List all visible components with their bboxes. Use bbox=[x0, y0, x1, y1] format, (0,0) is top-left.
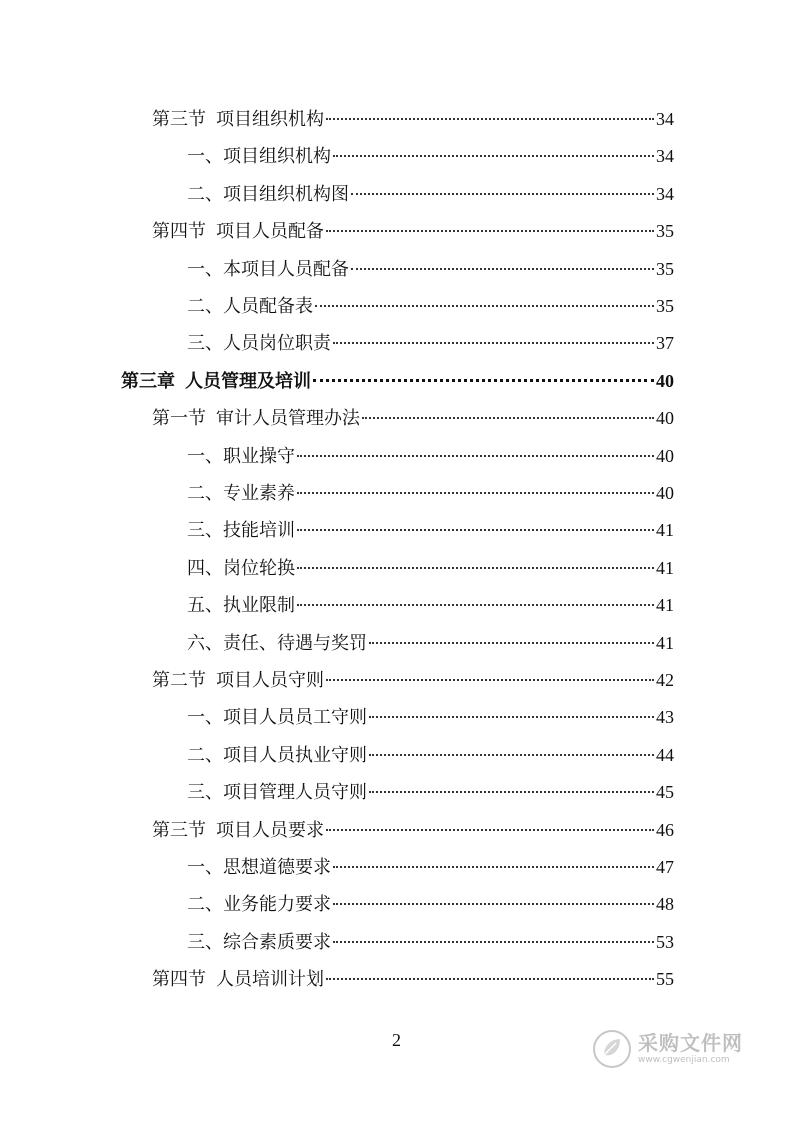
toc-entry-label bbox=[187, 774, 367, 811]
dot-leader bbox=[297, 455, 654, 457]
toc-entry-item[interactable] bbox=[187, 737, 674, 774]
toc-entry-page: 42 bbox=[656, 670, 674, 690]
toc-entry-label bbox=[187, 288, 313, 325]
toc-entry-item[interactable] bbox=[187, 138, 674, 175]
toc-entry-item[interactable] bbox=[187, 699, 674, 736]
toc-entry-label bbox=[187, 251, 349, 288]
toc-entry-prefix: 二、 bbox=[187, 183, 223, 205]
dot-leader bbox=[297, 604, 654, 606]
toc-entry-label bbox=[187, 886, 331, 923]
toc-entry-page: 40 bbox=[656, 483, 674, 503]
toc-entry-label bbox=[152, 101, 324, 138]
toc-entry-title: 项目人员员工守则 bbox=[223, 707, 367, 729]
toc-entry-title: 专业素养 bbox=[223, 483, 295, 504]
toc-entry-item[interactable] bbox=[187, 550, 674, 587]
dot-leader bbox=[369, 716, 654, 718]
dot-leader bbox=[362, 417, 654, 419]
toc-entry-prefix: 一、 bbox=[187, 857, 223, 878]
toc-entry-page: 40 bbox=[656, 445, 674, 466]
toc-entry-title: 项目组织机构 bbox=[216, 109, 324, 130]
toc-entry-title: 职业操守 bbox=[223, 445, 295, 467]
toc-entry-item[interactable] bbox=[187, 251, 674, 288]
toc-entry-title: 项目人员守则 bbox=[216, 670, 324, 691]
toc-entry-page: 41 bbox=[656, 557, 674, 578]
toc-entry-page: 48 bbox=[656, 894, 674, 915]
dot-leader bbox=[351, 193, 654, 195]
dot-leader bbox=[351, 268, 654, 270]
dot-leader bbox=[326, 978, 654, 980]
toc-entry-label bbox=[152, 812, 324, 849]
toc-entry-page: 34 bbox=[656, 109, 674, 129]
toc-entry-prefix: 第三节 bbox=[152, 819, 206, 841]
toc-entry-label bbox=[187, 512, 295, 549]
toc-entry-item[interactable] bbox=[187, 774, 674, 811]
toc-entry-page: 41 bbox=[656, 595, 674, 616]
dot-leader bbox=[326, 118, 654, 120]
page-number: 2 bbox=[392, 1030, 401, 1050]
toc-entry-title: 人员培训计划 bbox=[216, 969, 324, 991]
dot-leader bbox=[333, 155, 654, 157]
toc-entry-item[interactable] bbox=[187, 475, 674, 512]
toc-entry-title: 业务能力要求 bbox=[223, 894, 331, 916]
toc-entry-page: 37 bbox=[656, 333, 674, 354]
watermark bbox=[592, 1025, 762, 1073]
toc-entry-prefix: 第三章 bbox=[121, 370, 175, 392]
dot-leader bbox=[333, 903, 654, 905]
toc-entry-section[interactable] bbox=[152, 812, 674, 849]
toc-entry-page: 40 bbox=[656, 408, 674, 429]
toc-entry-page: 34 bbox=[656, 183, 674, 204]
toc-entry-prefix: 第二节 bbox=[152, 670, 206, 691]
toc-entry-page: 41 bbox=[656, 632, 674, 653]
toc-entry-label bbox=[152, 400, 360, 437]
toc-entry-prefix: 一、 bbox=[187, 707, 223, 729]
toc-entry-title: 人员配备表 bbox=[223, 296, 313, 317]
dot-leader bbox=[326, 230, 654, 232]
toc-entry-prefix: 三、 bbox=[187, 931, 223, 953]
toc-entry-prefix: 六、 bbox=[187, 632, 223, 654]
toc-entry-section[interactable] bbox=[152, 400, 674, 437]
toc-entry-item[interactable] bbox=[187, 288, 674, 325]
dot-leader bbox=[313, 379, 654, 382]
toc-entry-page: 34 bbox=[656, 146, 674, 167]
watermark-brand: 采购文件网 bbox=[638, 1031, 743, 1055]
toc-entry-title: 项目管理人员守则 bbox=[223, 782, 367, 804]
toc-entry-prefix: 三、 bbox=[187, 782, 223, 804]
toc-entry-page: 44 bbox=[656, 744, 674, 765]
toc-entry-item[interactable] bbox=[187, 512, 674, 549]
watermark-url: www.cgwenjian.com bbox=[638, 1055, 730, 1065]
toc-entry-title: 人员岗位职责 bbox=[223, 333, 331, 355]
toc-entry-page: 43 bbox=[656, 707, 674, 728]
toc-entry-prefix: 二、 bbox=[187, 483, 223, 504]
dot-leader bbox=[369, 791, 654, 793]
toc-entry-prefix: 第一节 bbox=[152, 408, 206, 430]
toc-entry-page: 55 bbox=[656, 969, 674, 990]
toc-entry-title: 岗位轮换 bbox=[223, 557, 295, 579]
toc-entry-label bbox=[187, 438, 295, 475]
toc-entry-title: 综合素质要求 bbox=[223, 931, 331, 953]
dot-leader bbox=[369, 642, 654, 644]
toc-entry-prefix: 第四节 bbox=[152, 221, 206, 243]
toc-entry-item[interactable] bbox=[187, 849, 674, 886]
toc-entry-item[interactable] bbox=[187, 886, 674, 923]
toc-entry-title: 本项目人员配备 bbox=[223, 258, 349, 280]
dot-leader bbox=[333, 941, 654, 943]
toc-entry-prefix: 一、 bbox=[187, 258, 223, 280]
toc-entry-section[interactable] bbox=[152, 662, 674, 699]
toc-entry-label bbox=[187, 737, 367, 774]
toc-entry-label bbox=[152, 961, 324, 998]
toc-entry-label bbox=[121, 363, 311, 400]
toc-entry-title: 项目人员执业守则 bbox=[223, 744, 367, 766]
toc-entry-item[interactable] bbox=[187, 438, 674, 475]
toc-entry-label bbox=[152, 213, 324, 250]
dot-leader bbox=[297, 492, 654, 494]
toc-entry-title: 审计人员管理办法 bbox=[216, 408, 360, 430]
toc-entry-item[interactable] bbox=[187, 924, 674, 961]
toc-entry-label bbox=[187, 325, 331, 362]
toc-entry-label bbox=[152, 662, 324, 699]
toc-entry-prefix: 一、 bbox=[187, 445, 223, 467]
toc-entry-label bbox=[187, 924, 331, 961]
toc-entry-page: 35 bbox=[656, 258, 674, 279]
toc-entry-label bbox=[187, 475, 295, 512]
toc-entry-title: 技能培训 bbox=[223, 520, 295, 542]
leaf-logo-icon bbox=[592, 1029, 632, 1069]
toc-entry-item[interactable] bbox=[187, 325, 674, 362]
toc-entry-label bbox=[187, 587, 295, 624]
toc-entry-prefix: 三、 bbox=[187, 333, 223, 355]
toc-entry-section[interactable] bbox=[152, 101, 674, 138]
toc-entry-page: 35 bbox=[656, 221, 674, 242]
toc-entry-section[interactable] bbox=[152, 961, 674, 998]
toc-entry-label bbox=[187, 625, 367, 662]
toc-entry-label bbox=[187, 138, 331, 175]
toc-entry-title: 项目人员要求 bbox=[216, 819, 324, 841]
dot-leader bbox=[326, 829, 654, 831]
toc-entry-label bbox=[187, 849, 331, 886]
toc-entry-prefix: 二、 bbox=[187, 296, 223, 317]
dot-leader bbox=[333, 342, 654, 344]
dot-leader bbox=[326, 679, 654, 681]
toc-entry-title: 执业限制 bbox=[223, 595, 295, 617]
toc-entry-prefix: 二、 bbox=[187, 894, 223, 916]
toc-entry-page: 40 bbox=[656, 370, 674, 391]
toc-entry-prefix: 一、 bbox=[187, 146, 223, 168]
toc-entry-page: 53 bbox=[656, 931, 674, 952]
toc-entry-title: 项目组织机构图 bbox=[223, 183, 349, 205]
toc-entry-prefix: 第三节 bbox=[152, 109, 206, 130]
toc-entry-section[interactable] bbox=[152, 213, 674, 250]
toc-entry-page: 47 bbox=[656, 857, 674, 877]
dot-leader bbox=[297, 567, 654, 569]
toc-entry-prefix: 四、 bbox=[187, 557, 223, 579]
toc-entry-chapter[interactable] bbox=[121, 363, 674, 400]
toc-entry-prefix: 三、 bbox=[187, 520, 223, 542]
toc-entry-item[interactable] bbox=[187, 625, 674, 662]
toc-entry-prefix: 五、 bbox=[187, 595, 223, 617]
toc-entry-label bbox=[187, 550, 295, 587]
dot-leader bbox=[315, 305, 654, 307]
toc-entry-title: 责任、待遇与奖罚 bbox=[223, 632, 367, 654]
toc-entry-page: 35 bbox=[656, 296, 674, 316]
dot-leader bbox=[297, 529, 654, 531]
dot-leader bbox=[369, 754, 654, 756]
toc-entry-page: 46 bbox=[656, 819, 674, 840]
toc-entry-prefix: 第四节 bbox=[152, 969, 206, 991]
toc-entry-page: 41 bbox=[656, 520, 674, 541]
toc-entry-page: 45 bbox=[656, 782, 674, 803]
toc-entry-title: 项目组织机构 bbox=[223, 146, 331, 168]
dot-leader bbox=[333, 866, 654, 868]
toc-entry-title: 项目人员配备 bbox=[216, 221, 324, 243]
toc-entry-title: 思想道德要求 bbox=[223, 857, 331, 878]
toc-entry-title: 人员管理及培训 bbox=[185, 370, 311, 392]
toc-entry-label bbox=[187, 176, 349, 213]
toc-entry-prefix: 二、 bbox=[187, 744, 223, 766]
toc-entry-label bbox=[187, 699, 367, 736]
toc-entry-item[interactable] bbox=[187, 587, 674, 624]
toc-entry-item[interactable] bbox=[187, 176, 674, 213]
